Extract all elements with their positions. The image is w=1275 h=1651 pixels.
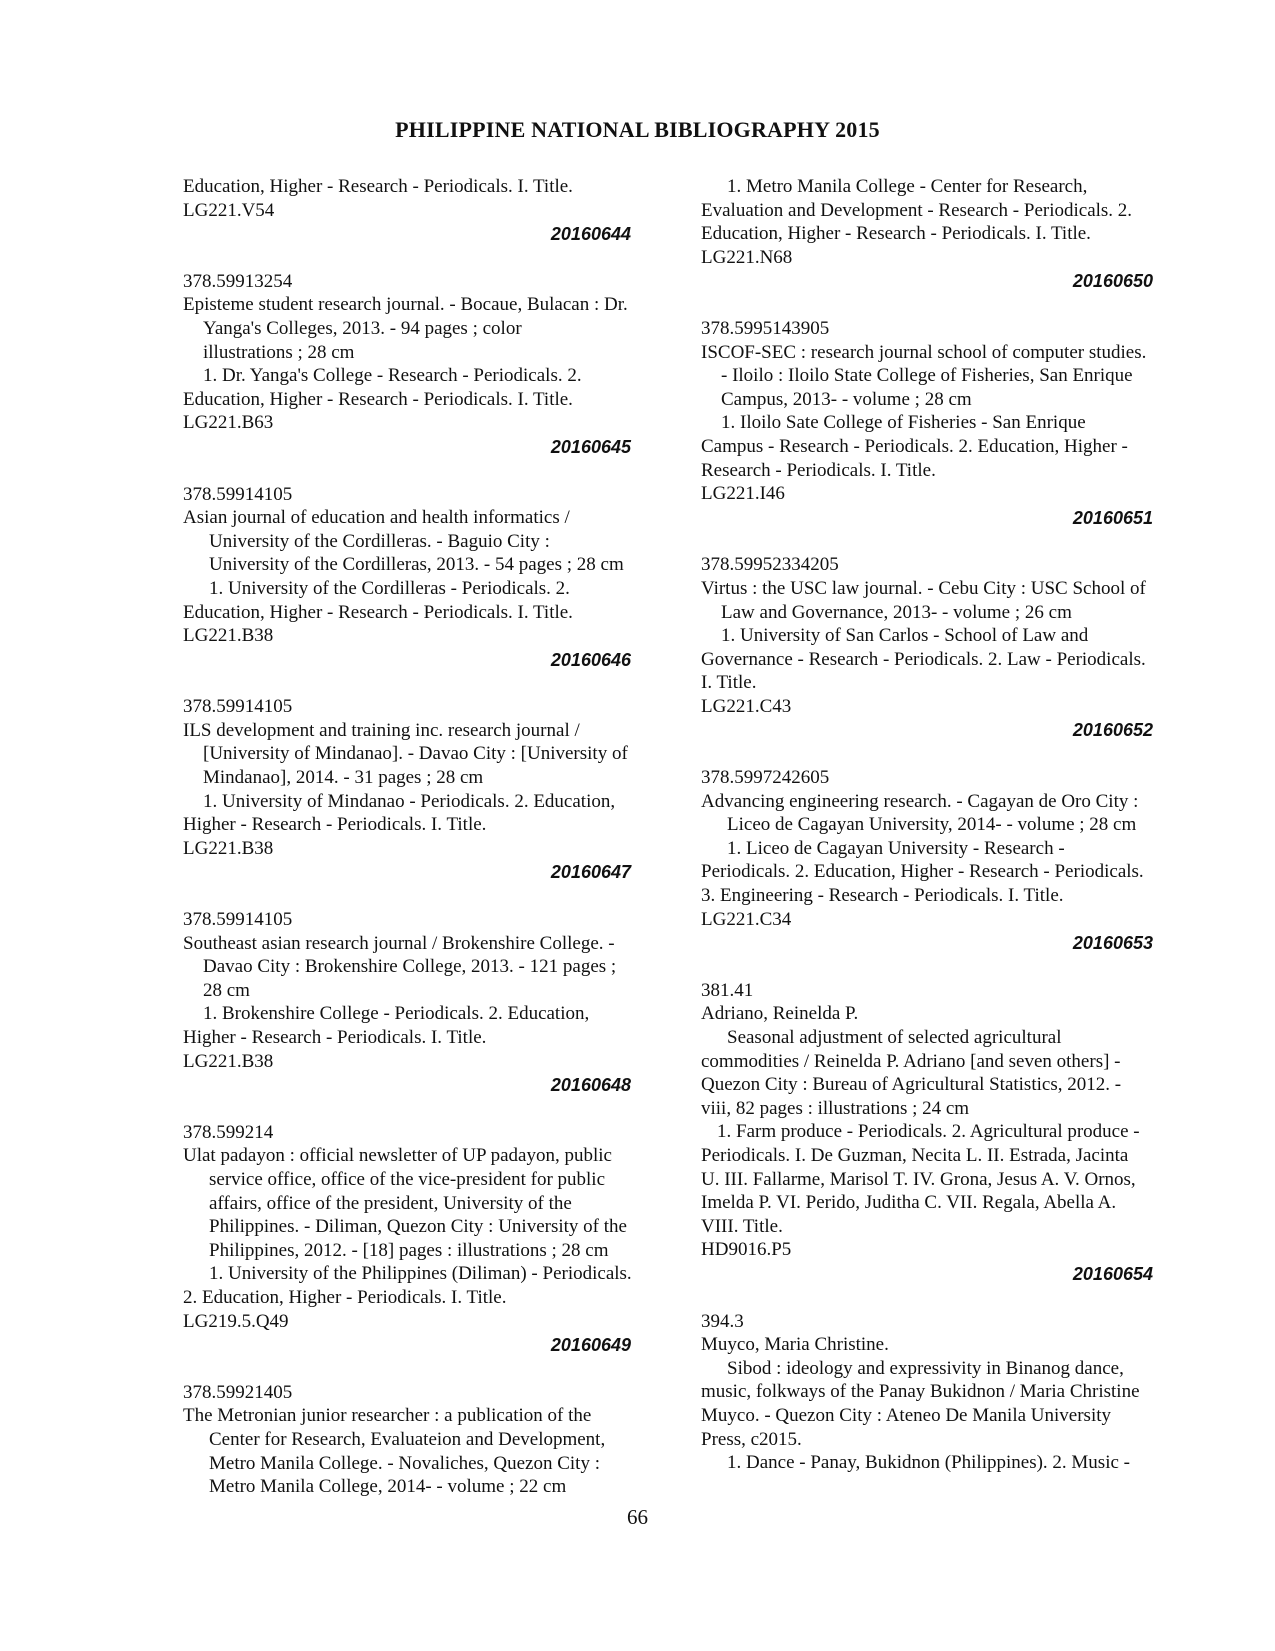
title-line: [University of Mindanao]. - Davao City : [University of [203, 743, 628, 765]
subject-line: Evaluation and Development - Research - Periodicals. 2. [701, 199, 1133, 221]
title-line: Law and Governance, 2013- - volume ; 26 cm [721, 601, 1072, 623]
classification-number: 378.5997242605 [701, 767, 830, 789]
title-line: The Metronian junior researcher : a publication of the [183, 1405, 592, 1427]
title-line: Yanga's Colleges, 2013. - 94 pages ; color [203, 317, 522, 339]
page-title: PHILIPPINE NATIONAL BIBLIOGRAPHY 2015 [395, 117, 880, 142]
classification-number: 378.59921405 [183, 1381, 293, 1403]
title-line: Southeast asian research journal / Brokenshire College. - [183, 932, 615, 954]
subject-line: I. Title. [701, 672, 757, 694]
subject-line: 1. Dance - Panay, Bukidnon (Philippines). 2. Music - [727, 1452, 1130, 1474]
title-line: affairs, office of the president, University of the [209, 1192, 572, 1214]
title-line: Philippines, 2012. - [18] pages : illustrations ; 28 cm [209, 1239, 609, 1261]
subject-line: Campus - Research - Periodicals. 2. Education, Higher - [701, 435, 1128, 457]
title-line: Metro Manila College, 2014- - volume ; 22 cm [209, 1476, 567, 1498]
bib-entry [183, 270, 665, 459]
page-number: 66 [627, 1505, 648, 1529]
classification-number: 378.59913254 [183, 270, 293, 292]
record-number: 20160647 [550, 862, 631, 883]
subject-line: 1. Farm produce - Periodicals. 2. Agricultural produce - [717, 1121, 1140, 1143]
record-number: 20160650 [1072, 271, 1153, 292]
bib-entry [701, 175, 1187, 293]
title-line: Liceo de Cagayan University, 2014- - volume ; 28 cm [727, 814, 1137, 836]
classification-number: 378.599214 [183, 1121, 274, 1143]
bib-entry [183, 1381, 665, 1499]
subject-line: Education, Higher - Research - Periodicals. I. Title. [183, 601, 573, 623]
bib-entry [701, 553, 1187, 742]
record-number: 20160645 [550, 436, 631, 457]
subject-line: Imelda P. VI. Perido, Juditha C. VII. Regala, Abella A. [701, 1192, 1117, 1214]
call-number: LG221.B38 [183, 625, 274, 647]
title-line: Virtus : the USC law journal. - Cebu City : USC School of [701, 577, 1146, 599]
subject-line: U. III. Fallarme, Marisol T. IV. Grona, Jesus A. V. Ornos, [701, 1168, 1136, 1190]
title-line: Campus, 2013- - volume ; 28 cm [721, 388, 972, 410]
subject-line: 1. University of Mindanao - Periodicals. 2. Education, [203, 790, 616, 812]
bib-entry [701, 317, 1187, 530]
left-column [183, 175, 665, 1499]
classification-number: 378.5995143905 [701, 317, 830, 339]
subject-line: Higher - Research - Periodicals. I. Title. [183, 1027, 487, 1048]
subject-line: Periodicals. I. De Guzman, Necita L. II. Estrada, Jacinta [701, 1144, 1129, 1166]
subject-line: VIII. Title. [701, 1215, 783, 1237]
title-line: Sibod : ideology and expressivity in Binanog dance, [727, 1357, 1124, 1379]
call-number: LG221.B38 [183, 837, 274, 859]
title-line: Davao City : Brokenshire College, 2013. - 121 pages ; [203, 956, 617, 978]
call-number: LG221.C34 [701, 908, 792, 930]
record-number: 20160649 [550, 1335, 631, 1356]
title-line: Metro Manila College. - Novaliches, Quezon City : [209, 1452, 600, 1474]
title-line: service office, office of the vice-president for public [209, 1168, 606, 1190]
subject-line: 1. University of the Cordilleras - Periodicals. 2. [209, 577, 570, 599]
title-line: - Iloilo : Iloilo State College of Fisheries, San Enrique [721, 365, 1133, 387]
classification-number: 378.59914105 [183, 483, 293, 505]
title-line: commodities / Reinelda P. Adriano [and seven others] - [701, 1050, 1121, 1072]
bib-entry [183, 1121, 665, 1357]
subject-line: Education, Higher - Research - Periodicals. I. Title. [183, 388, 573, 410]
record-number: 20160646 [550, 649, 631, 670]
record-number: 20160648 [550, 1075, 631, 1096]
classification-number: 378.59952334205 [701, 554, 839, 576]
subject-line: 3. Engineering - Research - Periodicals. I. Title. [701, 885, 1064, 907]
record-number: 20160652 [1072, 720, 1153, 741]
subject-line: 1. Dr. Yanga's College - Research - Periodicals. 2. [203, 365, 582, 387]
bib-entry [183, 908, 665, 1097]
subject-line: 1. Brokenshire College - Periodicals. 2. Education, [203, 1003, 590, 1025]
title-line: Muyco. - Quezon City : Ateneo De Manila University [701, 1404, 1112, 1426]
record-number: 20160651 [1072, 507, 1153, 528]
bib-entry [701, 1310, 1187, 1475]
title-line: Ulat padayon : official newsletter of UP padayon, public [183, 1145, 612, 1167]
call-number: LG221.B63 [183, 412, 274, 434]
classification-number: 394.3 [701, 1310, 744, 1332]
call-number: LG221.N68 [701, 246, 793, 268]
subject-line: 1. Liceo de Cagayan University - Research - [727, 837, 1065, 859]
title-line: Episteme student research journal. - Bocaue, Bulacan : Dr. [183, 294, 628, 316]
record-number: 20160644 [550, 224, 631, 245]
subject-line: 1. University of San Carlos - School of Law and [721, 625, 1089, 647]
classification-number: 381.41 [701, 979, 754, 1001]
record-number: 20160654 [1072, 1263, 1153, 1284]
title-line: music, folkways of the Panay Bukidnon / Maria Christine [701, 1381, 1140, 1403]
subject-line: Education, Higher - Research - Periodicals. I. Title. [183, 176, 573, 197]
title-line: University of the Cordilleras. - Baguio City : [209, 530, 550, 552]
subject-line: Education, Higher - Research - Periodicals. I. Title. [701, 223, 1091, 245]
title-line: Quezon City : Bureau of Agricultural Statistics, 2012. - [701, 1074, 1122, 1096]
subject-line: 1. Metro Manila College - Center for Research, [727, 176, 1088, 197]
subject-line: Periodicals. 2. Education, Higher - Research - Periodicals. [701, 861, 1144, 883]
author-line: Adriano, Reinelda P. [701, 1003, 859, 1025]
title-line: Press, c2015. [701, 1428, 802, 1450]
call-number: LG221.C43 [701, 695, 792, 717]
title-line: illustrations ; 28 cm [203, 341, 355, 363]
call-number: LG221.V54 [183, 199, 275, 221]
subject-line: 2. Education, Higher - Periodicals. I. Title. [183, 1286, 507, 1308]
call-number: LG221.B38 [183, 1050, 274, 1072]
classification-number: 378.59914105 [183, 696, 293, 718]
title-line: Mindanao], 2014. - 31 pages ; 28 cm [203, 767, 484, 789]
call-number: LG221.I46 [701, 483, 785, 505]
title-line: University of the Cordilleras, 2013. - 54 pages ; 28 cm [209, 554, 624, 576]
title-line: Philippines. - Diliman, Quezon City : University of the [209, 1216, 627, 1238]
classification-number: 378.59914105 [183, 909, 293, 931]
title-line: Advancing engineering research. - Cagayan de Oro City : [701, 790, 1139, 812]
right-column [701, 175, 1187, 1475]
bib-entry [183, 483, 665, 672]
bib-entry [701, 979, 1187, 1286]
title-line: viii, 82 pages : illustrations ; 24 cm [701, 1097, 970, 1119]
subject-line: 1. University of the Philippines (Diliman) - Periodicals. [209, 1263, 632, 1285]
call-number: HD9016.P5 [701, 1239, 792, 1261]
subject-line: Higher - Research - Periodicals. I. Title. [183, 814, 487, 836]
bib-entry [701, 766, 1187, 955]
bib-entry [183, 695, 665, 884]
title-line: ILS development and training inc. research journal / [183, 719, 580, 741]
author-line: Muyco, Maria Christine. [701, 1334, 889, 1356]
subject-line: Research - Periodicals. I. Title. [701, 459, 936, 481]
call-number: LG219.5.Q49 [183, 1310, 289, 1332]
title-line: 28 cm [203, 979, 250, 1001]
record-number: 20160653 [1072, 933, 1153, 954]
subject-line: Governance - Research - Periodicals. 2. Law - Periodicals. [701, 648, 1146, 670]
title-line: Center for Research, Evaluateion and Development, [209, 1428, 606, 1450]
subject-line: 1. Iloilo Sate College of Fisheries - San Enrique [721, 412, 1086, 434]
bib-entry [183, 175, 665, 246]
title-line: ISCOF-SEC : research journal school of computer studies. [701, 341, 1147, 363]
title-line: Seasonal adjustment of selected agricultural [727, 1027, 1062, 1048]
title-line: Asian journal of education and health informatics / [183, 507, 570, 529]
